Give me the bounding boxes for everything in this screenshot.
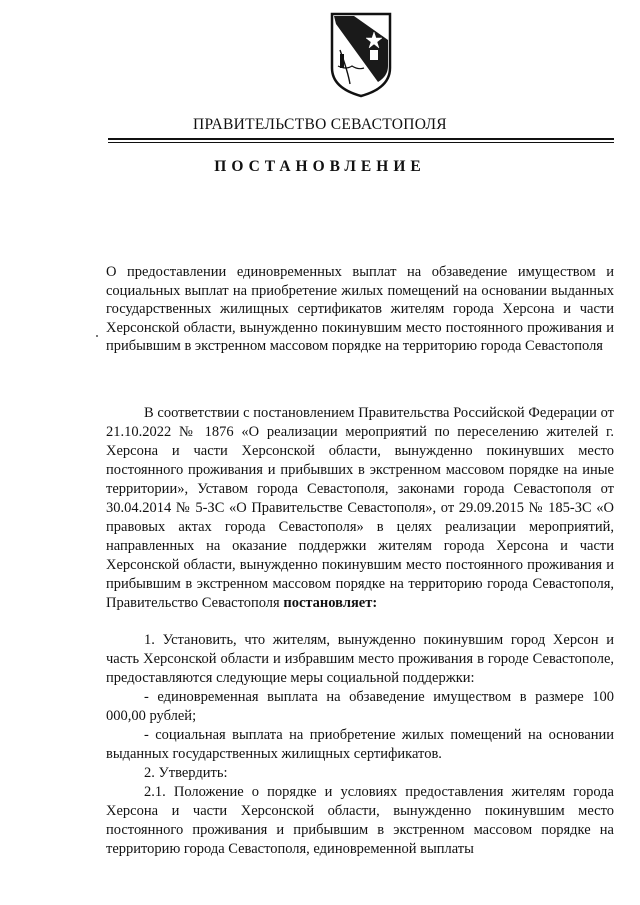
clause-2-1: 2.1. Положение о порядке и условиях предоставления жителям города Херсона и части Херсонской области, вынужденно покинувшим место постоянного проживания и прибывшим в экстренном массовом порядке на территорию города Севастополя, единовременной выплаты	[106, 784, 614, 857]
header-divider-thin	[108, 142, 614, 143]
clause-1-b: - социальная выплата на приобретение жилых помещений на основании выданных государственных жилищных сертификатов.	[106, 727, 614, 762]
document-subject: О предоставлении единовременных выплат на обзаведение имуществом и социальных выплат на приобретение жилых помещений на основании выданных государственных жилищных сертификатов жителям города Херсона и части Херсонской области, вынужденно покинувшим место постоянного проживания и прибывшим в экстренном массовом порядке на территорию города Севастополя	[106, 264, 614, 355]
preamble-text: В соответствии с постановлением Правительства Российской Федерации от 21.10.2022 № 1876 «О реализации мероприятий по переселению жителей г. Херсона и части Херсонской области, вынужденно покинувших место постоянного проживания и прибывших в экстренном массовом порядке на иные территории», Уставом города Севастополя, законами города Севастополя от 30.04.2014 № 5-ЗС «О Правительстве Севастополя», от 29.09.2015 № 185-ЗС «О правовых актах города Севастополя» в целях реализации мероприятий, направленных на оказание поддержки жителям города Херсона и части Херсонской области, вынужденно покинувшим место постоянного проживания и прибывшим в экстренном массовом порядке на территорию города Севастополя, Правительство Севастополя	[106, 405, 614, 611]
scan-speck	[96, 335, 98, 337]
resolves-word: постановляет:	[283, 595, 378, 611]
preamble-paragraph	[106, 404, 614, 613]
document-type: ПОСТАНОВЛЕНИЕ	[214, 158, 426, 175]
clause-1: 1. Установить, что жителям, вынужденно покинувшим город Херсон и часть Херсонской области и избравшим место проживания в городе Севастополе, предоставляются следующие меры социальной поддержки:	[106, 632, 614, 686]
header-divider	[108, 138, 614, 140]
government-name: ПРАВИТЕЛЬСТВО СЕВАСТОПОЛЯ	[193, 116, 447, 133]
paragraph-gap	[106, 613, 614, 631]
clause-2: 2. Утвердить:	[144, 765, 228, 781]
clause-1-a: - единовременная выплата на обзаведение имуществом в размере 100 000,00 рублей;	[106, 689, 614, 724]
document-body	[106, 404, 614, 859]
sevastopol-coat-of-arms-icon	[328, 10, 394, 98]
